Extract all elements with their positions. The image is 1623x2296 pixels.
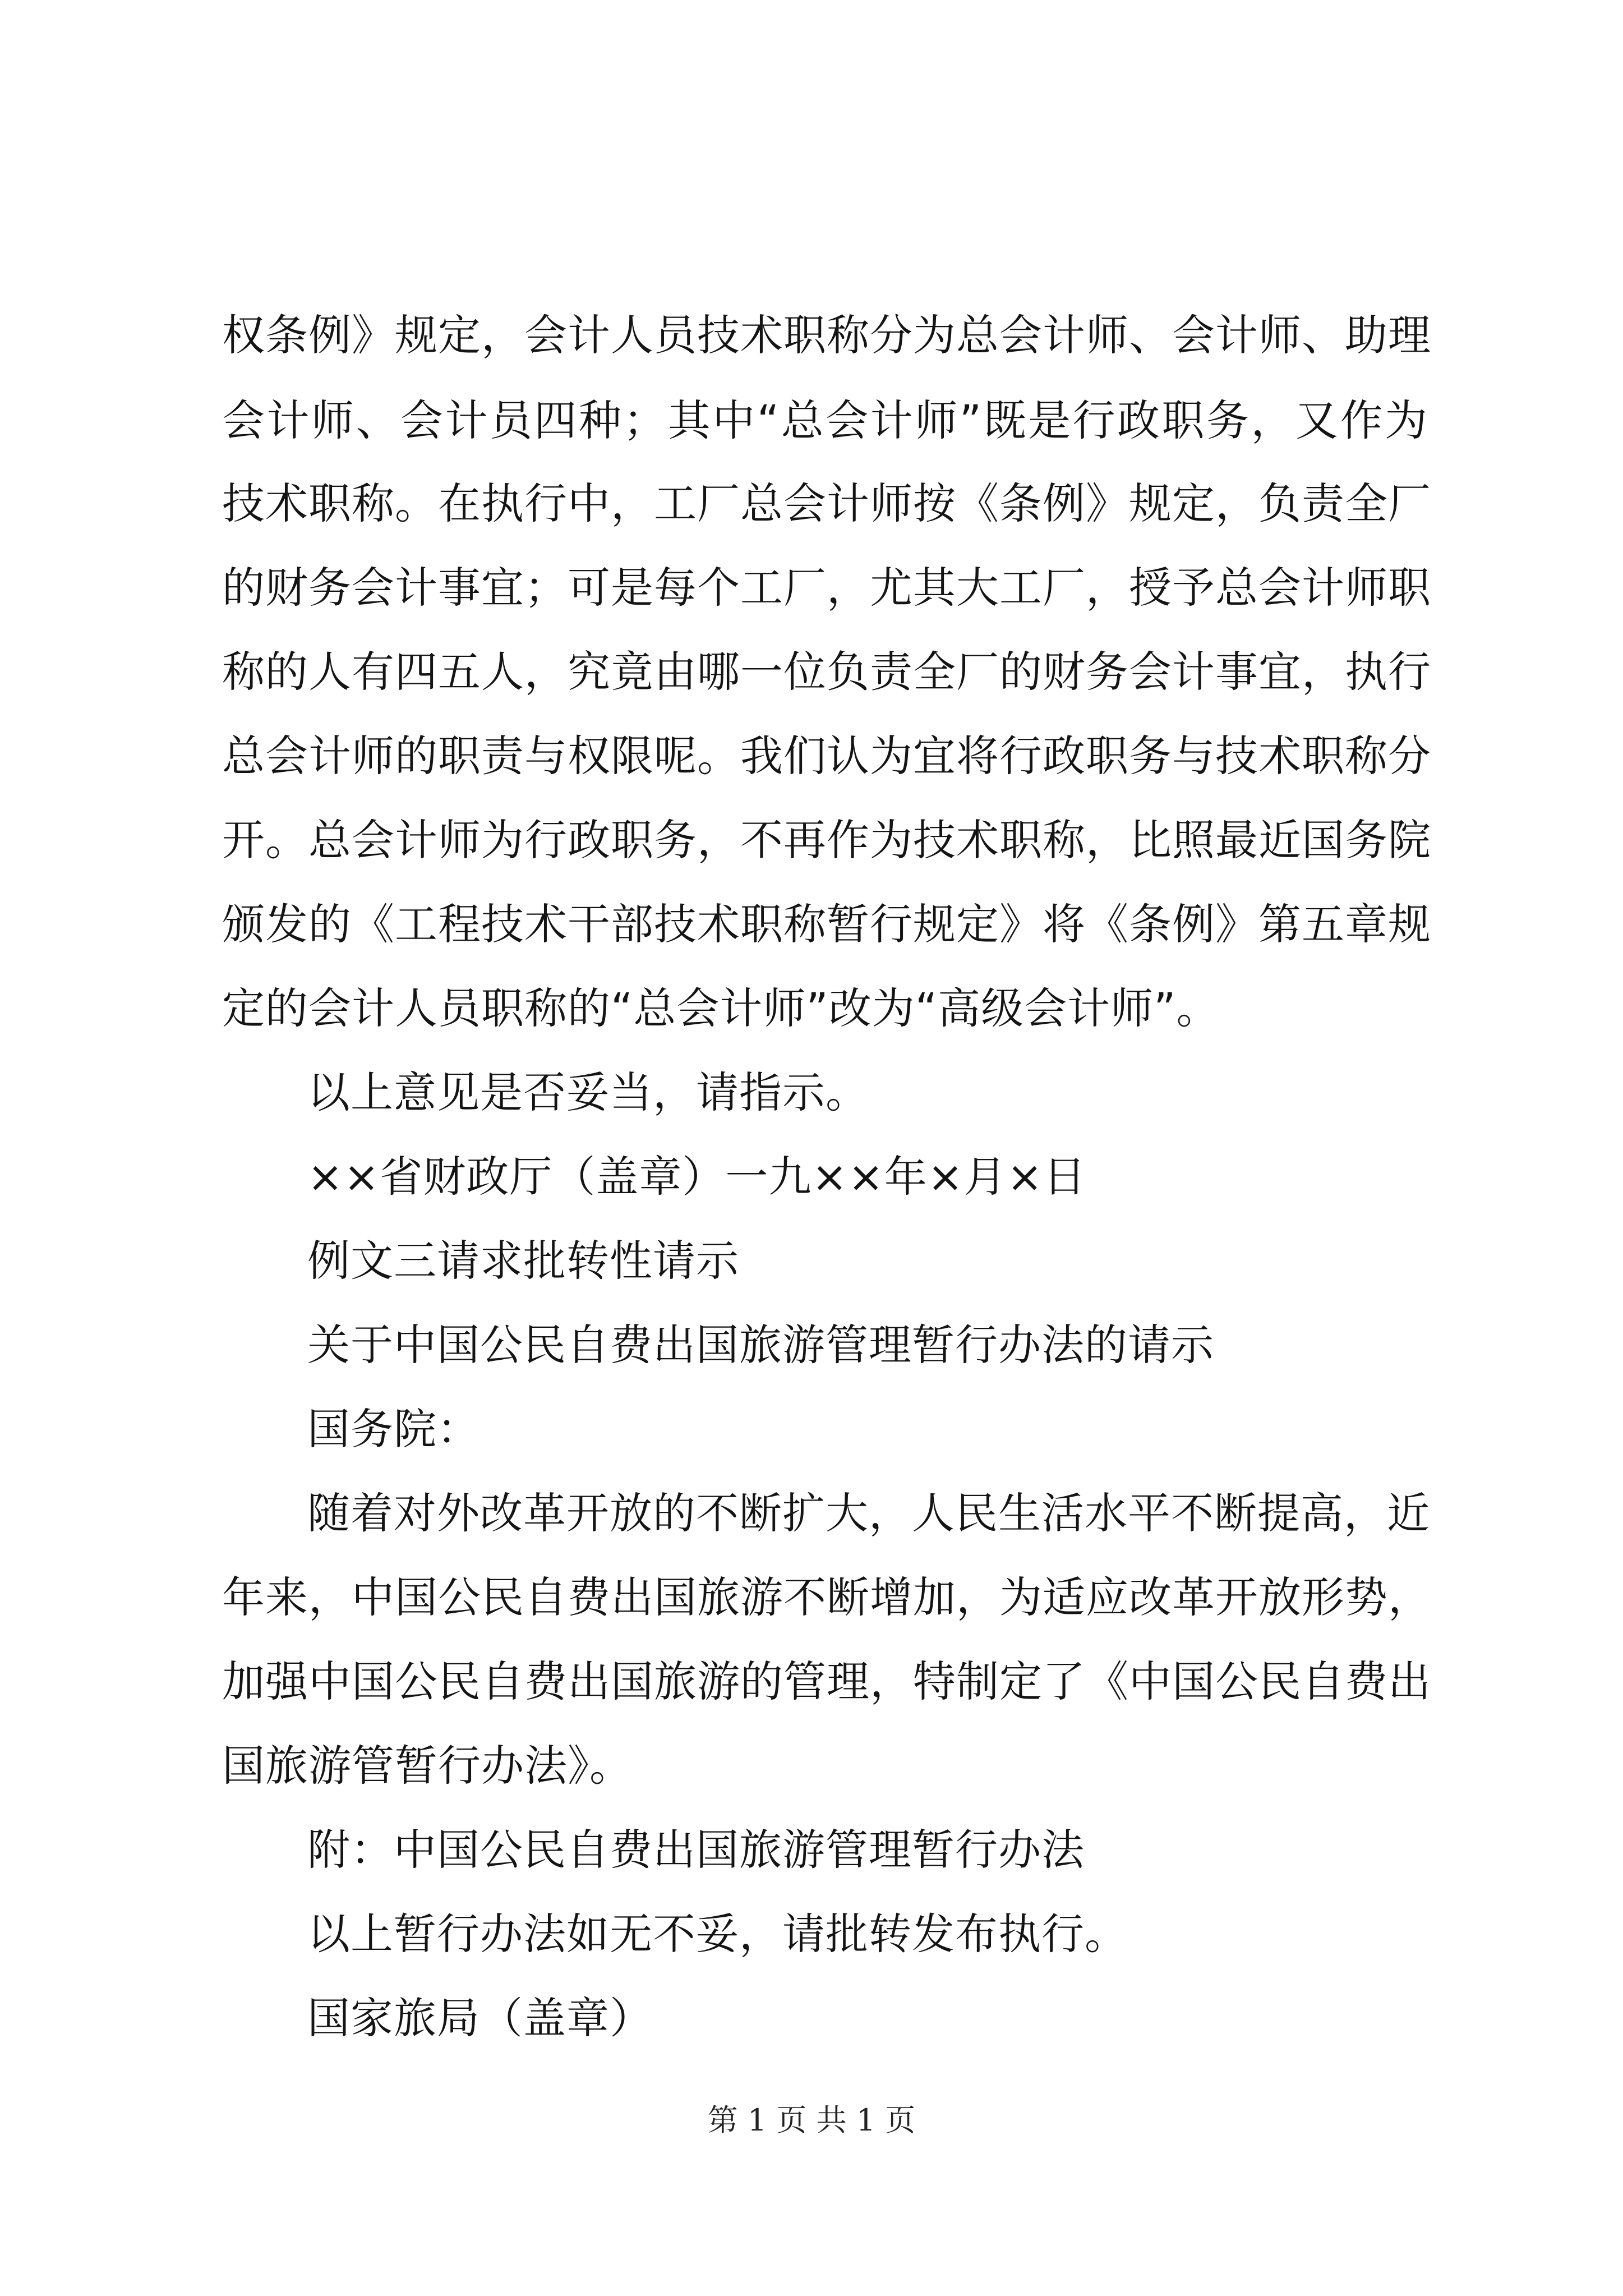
body-line: 随着对外改革开放的不断扩大，人民生活水平不断提高，近 [307,1488,1430,1538]
body-line: 加强中国公民自费出国旅游的管理，特制定了《中国公民自费出 [222,1657,1431,1706]
page-footer: 第 1 页 共 1 页 [707,2102,916,2138]
signature-line: 国家旅局（盖章） [307,1993,653,2043]
body-line: 开。总会计师为行政职务，不再作为技术职称，比照最近国务院 [222,815,1431,865]
body-line: 权条例》规定，会计人员技术职称分为总会计师、会计师、助理 [222,310,1431,360]
body-line: 的财务会计事宜；可是每个工厂，尤其大工厂，授予总会计师职 [222,563,1431,613]
request-title: 关于中国公民自费出国旅游管理暂行办法的请示 [307,1320,1214,1370]
body-line: 会计师、会计员四种；其中“总会计师”既是行政职务，又作为 [222,395,1428,445]
recipient-line: 国务院： [307,1404,480,1454]
body-line: 定的会计人员职称的“总会计师”改为“高级会计师”。 [222,983,1220,1033]
approval-request-line: 以上暂行办法如无不妥，请批转发布执行。 [307,1909,1128,1959]
body-line: 总会计师的职责与权限呢。我们认为宜将行政职务与技术职称分 [222,731,1431,781]
body-line: 技术职称。在执行中，工厂总会计师按《条例》规定，负责全厂 [222,478,1431,528]
signature-date-line: ××省财政厅（盖章）一九××年×月×日 [307,1152,1087,1202]
example-heading: 例文三请求批转性请示 [307,1236,739,1286]
attachment-line: 附：中国公民自费出国旅游管理暂行办法 [307,1825,1085,1875]
closing-request-line: 以上意见是否妥当，请指示。 [307,1068,869,1117]
body-line: 颁发的《工程技术干部技术职称暂行规定》将《条例》第五章规 [222,899,1431,949]
body-line: 年来，中国公民自费出国旅游不断增加，为适应改革开放形势， [222,1572,1431,1622]
body-line: 称的人有四五人，究竟由哪一位负责全厂的财务会计事宜，执行 [222,647,1431,697]
body-line: 国旅游管暂行办法》。 [222,1741,633,1791]
